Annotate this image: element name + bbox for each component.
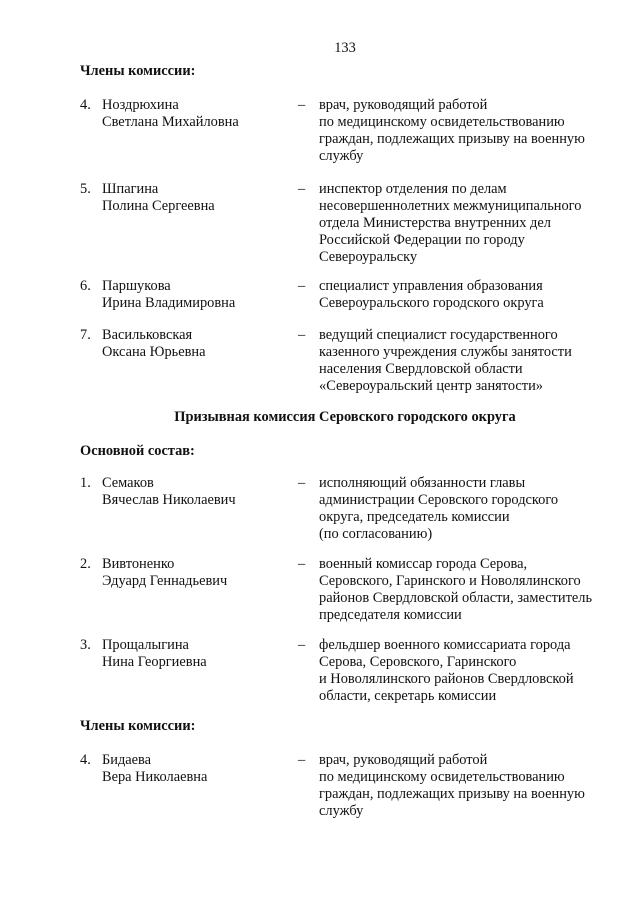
role-line: врач, руководящий работой (319, 752, 488, 768)
name-line: Шпагина (102, 181, 159, 197)
name-line: Паршукова (102, 278, 171, 294)
role-line: ведущий специалист государственного (319, 327, 558, 343)
entry-number: 6. (80, 278, 91, 294)
entry-number: 1. (80, 475, 91, 491)
entry-dash: – (298, 181, 306, 197)
name-line: Ноздрюхина (102, 97, 179, 113)
role-line: области, секретарь комиссии (319, 688, 497, 704)
role-line: исполняющий обязанности главы (319, 475, 526, 491)
entry-number: 4. (80, 97, 91, 113)
role-line: врач, руководящий работой (319, 97, 488, 113)
entry-name (102, 475, 292, 509)
name-line: Оксана Юрьевна (102, 344, 206, 360)
entry-name (102, 556, 292, 590)
entry-dash: – (298, 752, 306, 768)
name-line: Семаков (102, 475, 154, 491)
entry-role (319, 181, 619, 266)
name-line: Бидаева (102, 752, 152, 768)
entry-number: 5. (80, 181, 91, 197)
role-line: по медицинскому освидетельствованию (319, 769, 565, 785)
commission-title: Призывная комиссия Серовского городского округа (174, 409, 516, 425)
section-heading-main-staff: Основной состав: (80, 443, 195, 459)
role-line: специалист управления образования (319, 278, 543, 294)
entry-dash: – (298, 637, 306, 653)
role-line: отдела Министерства внутренних дел (319, 215, 551, 231)
entry-role (319, 97, 619, 165)
entry-dash: – (298, 327, 306, 343)
entry-role (319, 752, 619, 820)
role-line: фельдшер военного комиссариата города (319, 637, 571, 653)
entry-dash: – (298, 97, 306, 113)
section-heading-members-2: Члены комиссии: (80, 718, 196, 734)
entry-dash: – (298, 278, 306, 294)
role-line: военный комиссар города Серова, (319, 556, 528, 572)
entry-role (319, 475, 619, 543)
name-line: Эдуард Геннадьевич (102, 573, 228, 589)
entry-number: 7. (80, 327, 91, 343)
name-line: Васильковская (102, 327, 193, 343)
role-line: казенного учреждения службы занятости (319, 344, 572, 360)
entry-number: 4. (80, 752, 91, 768)
entry-role (319, 327, 619, 395)
role-line: граждан, подлежащих призыву на военную (319, 131, 585, 147)
role-line: по медицинскому освидетельствованию (319, 114, 565, 130)
role-line: районов Свердловской области, заместитель (319, 590, 593, 606)
entry-name (102, 752, 292, 786)
name-line: Полина Сергеевна (102, 198, 215, 214)
entry-role (319, 556, 619, 624)
role-line: (по согласованию) (319, 526, 433, 542)
entry-role (319, 637, 619, 705)
role-line: службу (319, 148, 364, 164)
role-line: и Новолялинского районов Свердловской (319, 671, 574, 687)
role-line: несовершеннолетних межмуниципального (319, 198, 582, 214)
name-line: Светлана Михайловна (102, 114, 239, 130)
name-line: Нина Георгиевна (102, 654, 207, 670)
name-line: Вячеслав Николаевич (102, 492, 236, 508)
entry-name (102, 637, 292, 671)
entry-dash: – (298, 556, 306, 572)
entry-number: 3. (80, 637, 91, 653)
role-line: инспектор отделения по делам (319, 181, 507, 197)
entry-number: 2. (80, 556, 91, 572)
name-line: Вивтоненко (102, 556, 175, 572)
page-number: 133 (334, 40, 356, 56)
role-line: администрации Серовского городского (319, 492, 559, 508)
role-line: службу (319, 803, 364, 819)
role-line: «Североуральский центр занятости» (319, 378, 543, 394)
role-line: Серовского, Гаринского и Новолялинского (319, 573, 581, 589)
role-line: Российской Федерации по городу (319, 232, 525, 248)
role-line: Серова, Серовского, Гаринского (319, 654, 517, 670)
entry-name (102, 278, 292, 312)
entry-dash: – (298, 475, 306, 491)
name-line: Ирина Владимировна (102, 295, 236, 311)
entry-name (102, 97, 292, 131)
role-line: граждан, подлежащих призыву на военную (319, 786, 585, 802)
entry-role (319, 278, 619, 312)
section-heading-members: Члены комиссии: (80, 63, 196, 79)
role-line: Североуральску (319, 249, 418, 265)
entry-name (102, 181, 292, 215)
entry-name (102, 327, 292, 361)
name-line: Вера Николаевна (102, 769, 208, 785)
role-line: округа, председатель комиссии (319, 509, 510, 525)
role-line: населения Свердловской области (319, 361, 523, 377)
role-line: председателя комиссии (319, 607, 462, 623)
role-line: Североуральского городского округа (319, 295, 544, 311)
name-line: Прощалыгина (102, 637, 189, 653)
